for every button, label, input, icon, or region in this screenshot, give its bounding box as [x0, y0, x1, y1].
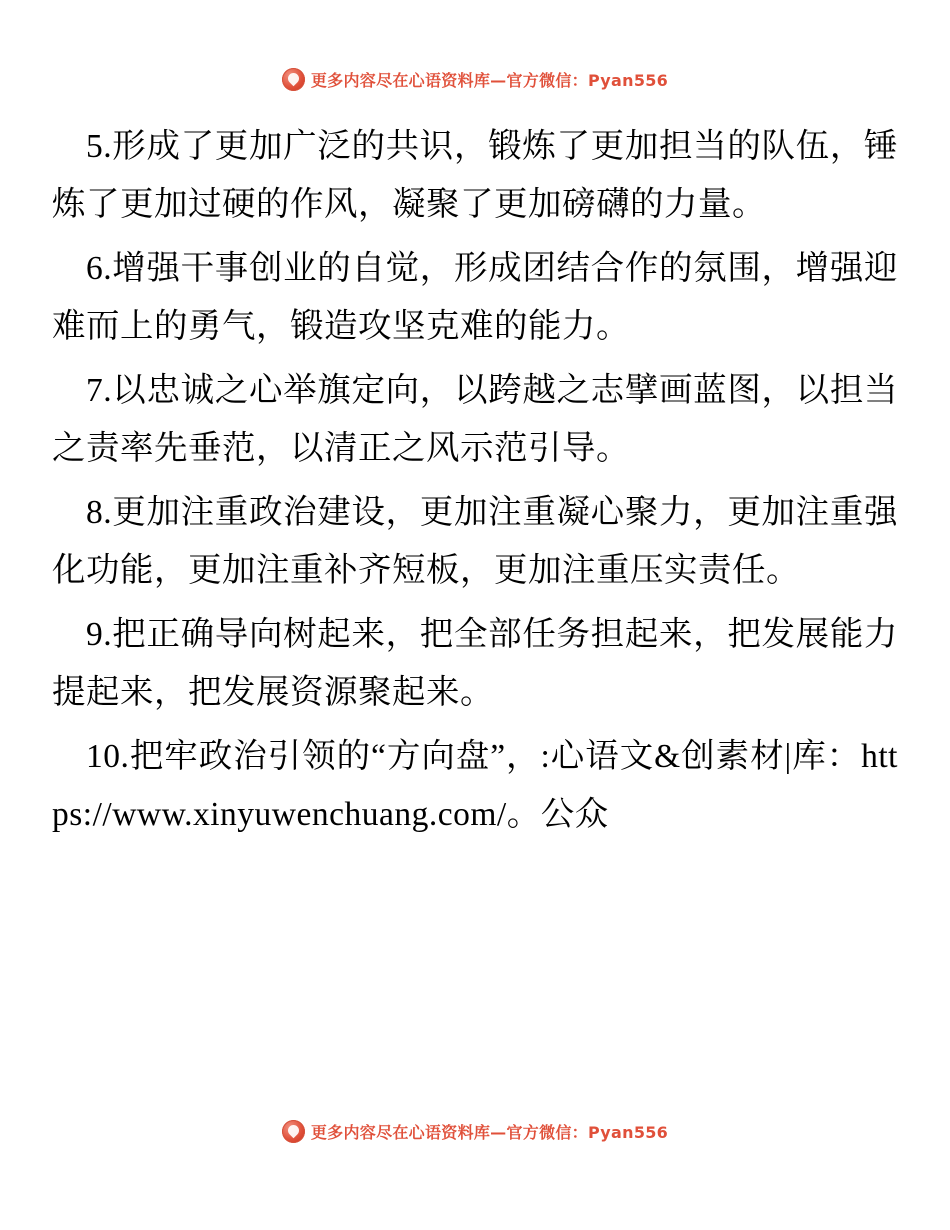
footer-watermark-text: 更多内容尽在心语资料库—官方微信：Pyan556 — [310, 1123, 669, 1142]
paragraph-9: 9.把正确导向树起来，把全部任务担起来，把发展能力提起来，把发展资源聚起来。 — [52, 616, 898, 711]
footer-watermark-banner — [0, 1120, 950, 1143]
paragraph-6: 6.增强干事创业的自觉，形成团结合作的氛围，增强迎难而上的勇气，锻造攻坚克难的能力。 — [52, 250, 898, 345]
droplet-logo-icon — [282, 1120, 305, 1143]
droplet-logo-icon — [282, 68, 305, 91]
paragraph-5: 5.形成了更加广泛的共识，锻炼了更加担当的队伍，锤炼了更加过硬的作风，凝聚了更加磅礴的力量。 — [52, 128, 898, 223]
paragraph-8: 8.更加注重政治建设，更加注重凝心聚力，更加注重强化功能，更加注重补齐短板，更加注重压实责任。 — [52, 494, 898, 589]
document-body — [52, 118, 898, 844]
header-watermark-banner — [0, 68, 950, 91]
header-watermark-text: 更多内容尽在心语资料库—官方微信：Pyan556 — [310, 71, 669, 90]
paragraph-10: 10.把牢政治引领的“方向盘”，:心语文&创素材|库：https://www.xinyuwenchuang.com/。公众 — [52, 738, 898, 833]
paragraph-7: 7.以忠诚之心举旗定向，以跨越之志擘画蓝图，以担当之责率先垂范，以清正之风示范引导。 — [52, 372, 898, 467]
